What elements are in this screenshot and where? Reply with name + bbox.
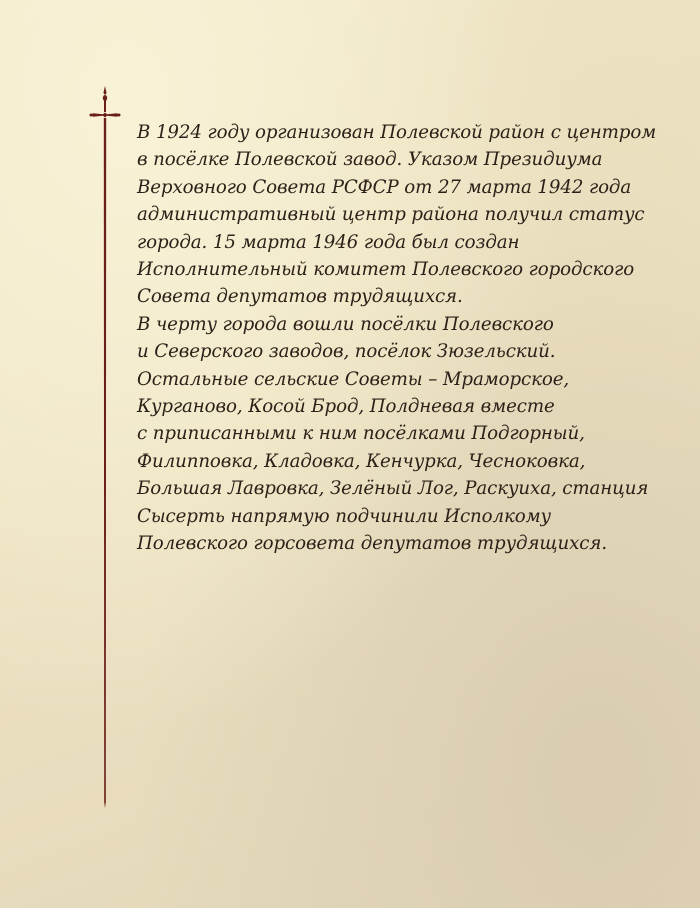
text-line: Большая Лавровка, Зелёный Лог, Раскуиха, станция [137, 478, 649, 500]
text-line: В черту города вошли посёлки Полевского [137, 313, 554, 335]
text-line: в посёлке Полевской завод. Указом Президиума [137, 149, 603, 171]
document-paragraph [137, 119, 677, 558]
text-line: Совета депутатов трудящихся. [137, 286, 463, 308]
text-line: Исполнительный комитет Полевского городского [137, 259, 635, 281]
text-line: города. 15 марта 1946 года был создан [137, 231, 520, 253]
text-line: административный центр района получил статус [137, 204, 645, 226]
text-line: с приписанными к ним посёлками Подгорный, [137, 423, 585, 445]
sword-divider-icon [89, 86, 121, 808]
text-line: Остальные сельские Советы – Мраморское, [137, 368, 570, 390]
text-line: Курганово, Косой Брод, Полдневая вместе [137, 396, 555, 418]
text-line: Филипповка, Кладовка, Кенчурка, Чесноковка, [137, 450, 586, 472]
text-line: В 1924 году организован Полевской район с центром [137, 122, 657, 143]
text-line: Полевского горсовета депутатов трудящихся. [137, 533, 607, 555]
text-line: Верховного Совета РСФСР от 27 марта 1942 года [137, 176, 632, 198]
text-line: и Северского заводов, посёлок Зюзельский. [137, 341, 556, 363]
text-line: Сысерть напрямую подчинили Исполкому [137, 505, 552, 527]
